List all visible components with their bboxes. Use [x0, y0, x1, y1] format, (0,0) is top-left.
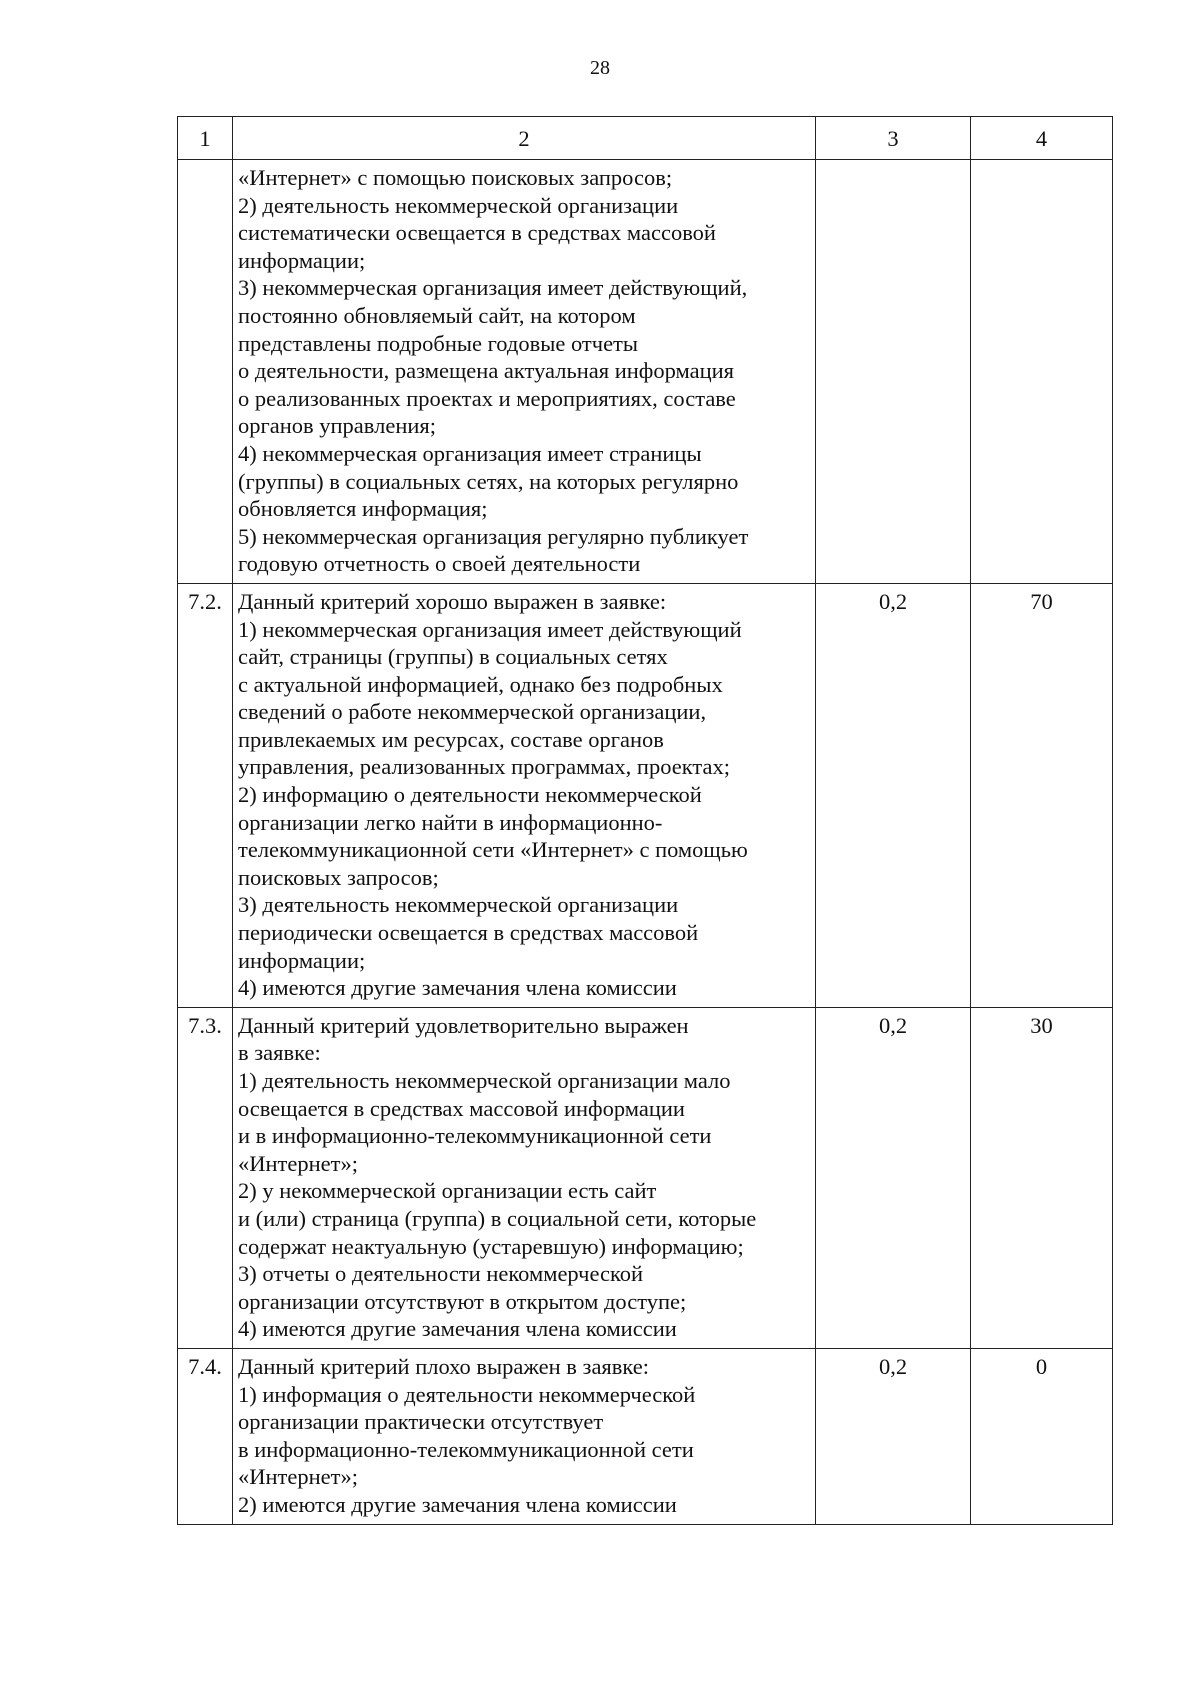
- criterion-text-line: поисковых запросов;: [238, 864, 439, 890]
- criterion-text-line: «Интернет»;: [238, 1150, 358, 1176]
- criterion-text-line: и (или) страница (группа) в социальной сети, которые: [238, 1205, 757, 1231]
- score-cell: [971, 160, 1113, 584]
- criterion-text-line: в заявке:: [238, 1040, 321, 1066]
- criterion-text-line: систематически освещается в средствах массовой: [238, 220, 716, 246]
- table-row: [178, 1007, 1113, 1348]
- criterion-text-line: организации практически отсутствует: [238, 1409, 604, 1435]
- criterion-text-line: организации легко найти в информационно-: [238, 809, 663, 835]
- table-row: [178, 583, 1113, 1007]
- criterion-text-line: 4) имеются другие замечания члена комиссии: [238, 975, 677, 1001]
- score-cell: 30: [971, 1007, 1113, 1348]
- criterion-text-line: телекоммуникационной сети «Интернет» с помощью: [238, 837, 748, 863]
- criterion-text-line: Данный критерий хорошо выражен в заявке:: [238, 588, 667, 614]
- column-header-1: 1: [178, 117, 233, 160]
- criterion-text-line: 5) некоммерческая организация регулярно публикует: [238, 523, 749, 549]
- criterion-text-line: 2) информацию о деятельности некоммерческой: [238, 782, 702, 808]
- table-row: [178, 160, 1113, 584]
- criterion-text-line: и в информационно-телекоммуникационной сети: [238, 1123, 712, 1149]
- criterion-text-line: Данный критерий плохо выражен в заявке:: [238, 1353, 650, 1379]
- criterion-text-line: 4) имеются другие замечания члена комиссии: [238, 1316, 677, 1342]
- criterion-text-line: (группы) в социальных сетях, на которых регулярно: [238, 468, 739, 494]
- criterion-text-line: о деятельности, размещена актуальная информация: [238, 358, 735, 384]
- criteria-table: [177, 116, 1113, 1525]
- criterion-text-cell: [233, 1007, 816, 1348]
- table-header-row: [178, 117, 1113, 160]
- criterion-text-line: 3) деятельность некоммерческой организации: [238, 892, 679, 918]
- row-number-cell: 7.2.: [178, 583, 233, 1007]
- criterion-text-line: 2) имеются другие замечания члена комиссии: [238, 1491, 677, 1517]
- criterion-text-line: 1) некоммерческая организация имеет действующий: [238, 616, 742, 642]
- table-row: [178, 1348, 1113, 1524]
- criterion-text-line: привлекаемых им ресурсах, составе органов: [238, 726, 664, 752]
- criterion-text-line: 1) деятельность некоммерческой организации мало: [238, 1068, 731, 1093]
- criterion-text-line: Данный критерий удовлетворительно выражен: [238, 1012, 689, 1038]
- criterion-text-cell: [233, 160, 816, 584]
- criteria-table-body: [178, 117, 1113, 1525]
- page-number: 28: [590, 57, 610, 79]
- column-header-2: 2: [233, 117, 816, 160]
- criterion-text-line: 2) у некоммерческой организации есть сайт: [238, 1178, 657, 1204]
- criterion-text-line: информации;: [238, 247, 366, 273]
- criterion-text-line: 2) деятельность некоммерческой организации: [238, 192, 679, 218]
- weight-cell: 0,2: [816, 1007, 971, 1348]
- criterion-text-line: представлены подробные годовые отчеты: [238, 330, 639, 356]
- criterion-text-line: освещается в средствах массовой информации: [238, 1095, 685, 1121]
- row-number-cell: [178, 160, 233, 584]
- criterion-text-line: 1) информация о деятельности некоммерческой: [238, 1381, 696, 1407]
- criterion-text-line: 3) некоммерческая организация имеет действующий,: [238, 275, 748, 301]
- score-cell: 70: [971, 583, 1113, 1007]
- criterion-text-line: периодически освещается в средствах массовой: [238, 920, 699, 946]
- column-header-4: 4: [971, 117, 1113, 160]
- criterion-text-line: «Интернет»;: [238, 1464, 358, 1490]
- criterion-text-cell: [233, 1348, 816, 1524]
- criterion-text-line: постоянно обновляемый сайт, на котором: [238, 302, 636, 328]
- score-cell: 0: [971, 1348, 1113, 1524]
- weight-cell: [816, 160, 971, 584]
- criterion-text-line: сведений о работе некоммерческой организации,: [238, 699, 707, 725]
- criterion-text-line: сайт, страницы (группы) в социальных сетях: [238, 644, 668, 670]
- criterion-text-line: обновляется информация;: [238, 496, 488, 522]
- criterion-text-line: организации отсутствуют в открытом доступе;: [238, 1288, 687, 1314]
- criterion-text-line: «Интернет» с помощью поисковых запросов;: [238, 165, 673, 190]
- criterion-text-line: информации;: [238, 947, 366, 973]
- criterion-text-cell: [233, 583, 816, 1007]
- row-number-cell: 7.3.: [178, 1007, 233, 1348]
- criterion-text-line: 4) некоммерческая организация имеет страницы: [238, 440, 702, 466]
- weight-cell: 0,2: [816, 583, 971, 1007]
- weight-cell: 0,2: [816, 1348, 971, 1524]
- criterion-text-line: содержат неактуальную (устаревшую) информацию;: [238, 1233, 744, 1259]
- criterion-text-line: управления, реализованных программах, проектах;: [238, 754, 730, 780]
- row-number-cell: 7.4.: [178, 1348, 233, 1524]
- criterion-text-line: органов управления;: [238, 413, 437, 439]
- column-header-3: 3: [816, 117, 971, 160]
- criterion-text-line: 3) отчеты о деятельности некоммерческой: [238, 1261, 644, 1287]
- criterion-text-line: о реализованных проектах и мероприятиях, составе: [238, 385, 736, 411]
- criterion-text-line: в информационно-телекоммуникационной сети: [238, 1436, 694, 1462]
- criterion-text-line: с актуальной информацией, однако без подробных: [238, 671, 723, 697]
- criterion-text-line: годовую отчетность о своей деятельности: [238, 551, 641, 577]
